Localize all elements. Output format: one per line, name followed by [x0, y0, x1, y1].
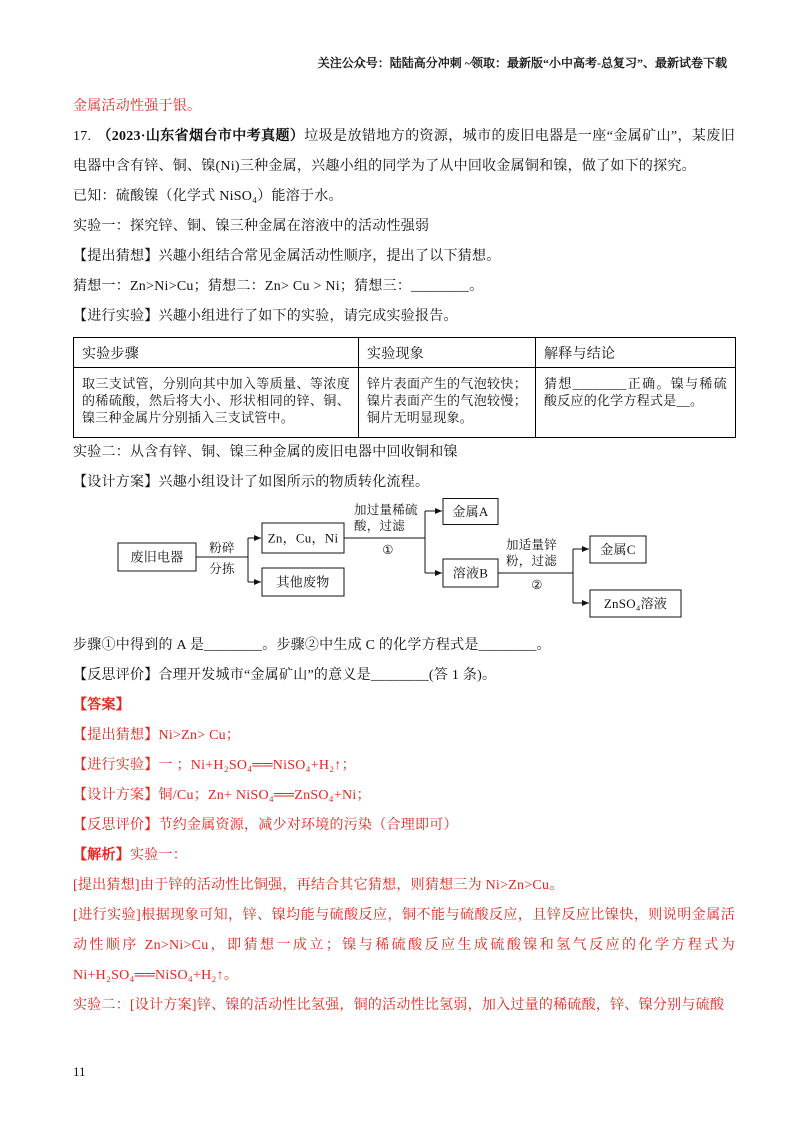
flow-label-step1-line1: 加过量稀硫 — [354, 503, 418, 517]
previous-answer-tail: 金属活动性强于银。 — [73, 99, 202, 114]
flow-box-znso4-solution-label: ZnSO₄溶液 — [603, 596, 668, 611]
experiment1-title: 实验一：探究锌、铜、镍三种金属在溶液中的活动性强弱 — [73, 219, 430, 234]
analysis-heading — [73, 841, 735, 871]
flow-box-waste-appliances-label: 废旧电器 — [130, 549, 184, 565]
flow-box-metal-c-label: 金属C — [600, 542, 636, 557]
header-note: 关注公众号：陆陆高分冲刺 ~领取：最新版“小中高考-总复习”、最新试卷下载 — [317, 56, 727, 70]
flow-label-step2-mark: ② — [531, 578, 543, 592]
flow-box-metals-label: Zn，Cu，Ni — [267, 530, 339, 546]
analysis-experiment-text: [进行实验]根据现象可知，锌、镍均能与硫酸反应，铜不能与硫酸反应，且锌反应比镍快，则说明金属活动性顺序 Zn>Ni>Cu，即猜想一成立；镍与稀硫酸反应生成硫酸镍和氢气反应的化学方程式为 — [73, 908, 735, 953]
answer-item: 【反思评价】节约金属资源，减少对环境的污染（合理即可） — [73, 818, 458, 833]
flow-label-step2-line1: 加适量锌 — [506, 538, 558, 552]
question-number: 17. — [73, 129, 92, 144]
flow-label-step1-line2: 酸，过滤 — [354, 519, 406, 533]
step-question: 步骤①中得到的 A 是________。步骤②中生成 C 的化学方程式是________。 — [73, 638, 551, 653]
flow-box-other-waste-label: 其他废物 — [276, 574, 330, 590]
flow-box-metal-a-label: 金属A — [452, 504, 489, 519]
question-source: （2023·山东省烟台市中考真题） — [97, 129, 305, 144]
analysis-experiment — [73, 901, 735, 991]
analysis-title: 【解析】 — [73, 848, 130, 863]
question-text: 垃圾是放错地方的资源，城市的废旧电器是一座“金属矿山”，某废旧电器中含有锌、铜、镍(Ni)三种金属，兴趣小组的同学为了从中回收金属铜和镍，做了如下的探究。 — [73, 129, 735, 174]
flow-diagram — [73, 498, 735, 621]
analysis-experiment1-label: 实验一： — [130, 848, 187, 863]
table-header-conclusion: 解释与结论 — [536, 338, 736, 368]
hypotheses: 猜想一：Zn>Ni>Cu；猜想二：Zn> Cu > Ni；猜想三：________。 — [73, 279, 484, 294]
table-cell-phenomena: 锌片表面产生的气泡较快；镍片表面产生的气泡较慢；铜片无明显现象。 — [359, 368, 536, 438]
answer-item: 【设计方案】铜/Cu；Zn+ NiSO₄══ZnSO₄+Ni； — [73, 788, 371, 803]
page-content — [73, 92, 735, 1021]
reflection-question: 【反思评价】合理开发城市“金属矿山”的意义是________(答 1 条)。 — [73, 668, 497, 683]
analysis-hypothesis: [提出猜想]由于锌的活动性比铜强，再结合其它猜想，则猜想三为 Ni>Zn>Cu。 — [73, 878, 564, 893]
hypothesis-intro: 【提出猜想】兴趣小组结合常见金属活动性顺序，提出了以下猜想。 — [73, 249, 501, 264]
flow-label-crush: 粉碎 — [209, 541, 235, 555]
flow-box-solution-b-label: 溶液B — [452, 565, 489, 581]
table-cell-conclusion: 猜想________正确。镍与稀硫酸反应的化学方程式是__。 — [536, 368, 736, 438]
flow-label-step2-line2: 粉，过滤 — [506, 554, 558, 568]
flow-label-sort: 分拣 — [209, 562, 235, 576]
question-stem — [73, 122, 735, 182]
table-cell-steps: 取三支试管，分别向其中加入等质量、等浓度的稀硫酸，然后将大小、形状相同的锌、铜、镍三种金属片分别插入三支试管中。 — [74, 368, 359, 438]
answer-title: 【答案】 — [73, 698, 130, 713]
experiment-report-table — [73, 337, 736, 438]
known-info: 已知：硫酸镍（化学式 NiSO₄）能溶于水。 — [73, 189, 343, 204]
flow-label-step1-mark: ① — [382, 543, 394, 557]
analysis-design: 实验二：[设计方案]锌、镍的活动性比氢强，铜的活动性比氢弱，加入过量的稀硫酸，锌、镍分别与硫酸 — [73, 998, 725, 1013]
table-row — [74, 368, 736, 438]
experiment2-title: 实验二：从含有锌、铜、镍三种金属的废旧电器中回收铜和镍 — [73, 445, 458, 460]
table-header-steps: 实验步骤 — [74, 338, 359, 368]
table-header-row — [74, 338, 736, 368]
analysis-experiment-formula: Ni+H₂SO₄══NiSO₄+H₂↑。 — [73, 968, 239, 983]
answer-item: 【提出猜想】Ni>Zn> Cu； — [73, 728, 241, 743]
table-header-phenomena: 实验现象 — [359, 338, 536, 368]
answer-item: 【进行实验】一 ；Ni+H₂SO₄══NiSO₄+H₂↑； — [73, 758, 356, 773]
page-number: 11 — [73, 1064, 86, 1079]
experiment-intro: 【进行实验】兴趣小组进行了如下的实验，请完成实验报告。 — [73, 309, 458, 324]
design-intro: 【设计方案】兴趣小组设计了如图所示的物质转化流程。 — [73, 475, 430, 490]
